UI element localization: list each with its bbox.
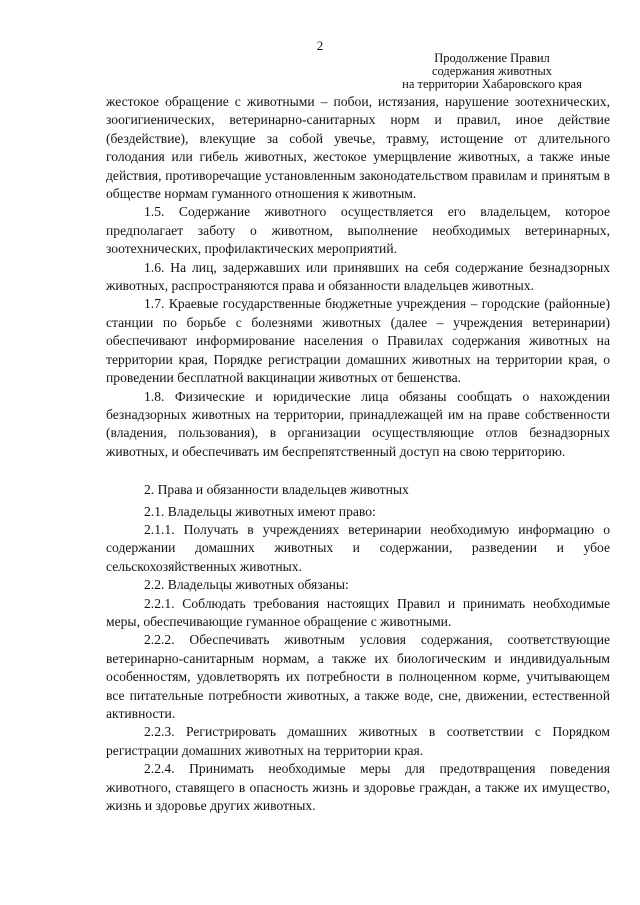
paragraph-2-1: 2.1. Владельцы животных имеют право: xyxy=(144,503,376,519)
continuation-header xyxy=(372,52,612,91)
header-line-1: Продолжение Правил xyxy=(434,51,550,65)
paragraph-1-5: 1.5. Содержание животного осуществляется его владельцем, которое предполагает заботу о животном, выполнение необходимых ветеринарных, зоотехнических, профилактических мероприятий. xyxy=(106,204,610,257)
paragraph-2-2-3: 2.2.3. Регистрировать домашних животных в соответствии с Порядком регистрации домашних животных на территории края. xyxy=(106,724,610,758)
paragraph-cruel-treatment-definition: жестокое обращение с животными – побои, истязания, нарушение зоотехнических, зоогигиенических, ветеринарно-санитарных норм и правил, иное действие (бездействие), влекущие за собой увечье, травму, истощение от длительного голодания или гибель животных, жестокое умерщвление животных, а также иные действия, противоречащие установленным законодательством правилам и принятым в обществе нормам гуманного отношения к животным. xyxy=(106,94,610,202)
paragraph-2-2: 2.2. Владельцы животных обязаны: xyxy=(144,577,349,593)
section-2-title: 2. Права и обязанности владельцев животных xyxy=(144,482,409,498)
paragraph-1-8: 1.8. Физические и юридические лица обязаны сообщать о нахождении безнадзорных животных на территории, принадлежащей им на праве собственности (владения, пользования), в организации осуществляющие отлов безнадзорных животных, и обеспечивать им беспрепятственный доступ на свою территорию. xyxy=(106,388,610,459)
header-line-3: на территории Хабаровского края xyxy=(402,77,582,91)
paragraph-2-2-4: 2.2.4. Принимать необходимые меры для предотвращения поведения животного, ставящего в опасность жизнь и здоровье граждан, а также их имущество, жизнь и здоровье других животных. xyxy=(106,761,610,814)
document-body xyxy=(106,93,610,815)
header-line-2: содержания животных xyxy=(431,64,553,78)
paragraph-2-2-2: 2.2.2. Обеспечивать животным условия содержания, соответствующие ветеринарно-санитарным нормам, а также их биологическим и индивидуальным особенностям, удовлетворять их потребности в полноценном корме, учитывающем все питательные потребности животных, а также воде, сне, движении, естественной активности. xyxy=(106,632,610,721)
page-number: 2 xyxy=(316,38,324,53)
paragraph-1-7: 1.7. Краевые государственные бюджетные учреждения – городские (районные) станции по борьбе с болезнями животных (далее – учреждения ветеринарии) обеспечивают информирование населения о Правилах содержания животных на территории края, Порядке регистрации домашних животных на территории края, о проведении бесплатной вакцинации животных от бешенства. xyxy=(106,296,610,386)
paragraph-1-6: 1.6. На лиц, задержавших или принявших на себя содержание безнадзорных животных, распространяются права и обязанности владельцев животных. xyxy=(106,259,610,294)
paragraph-2-2-1: 2.2.1. Соблюдать требования настоящих Правил и принимать необходимые меры, обеспечивающие гуманное обращение с животными. xyxy=(106,595,610,629)
paragraph-2-1-1: 2.1.1. Получать в учреждениях ветеринарии необходимую информацию о содержании домашних животных и содержании, разведении и убое сельскохозяйственных животных. xyxy=(106,521,610,574)
